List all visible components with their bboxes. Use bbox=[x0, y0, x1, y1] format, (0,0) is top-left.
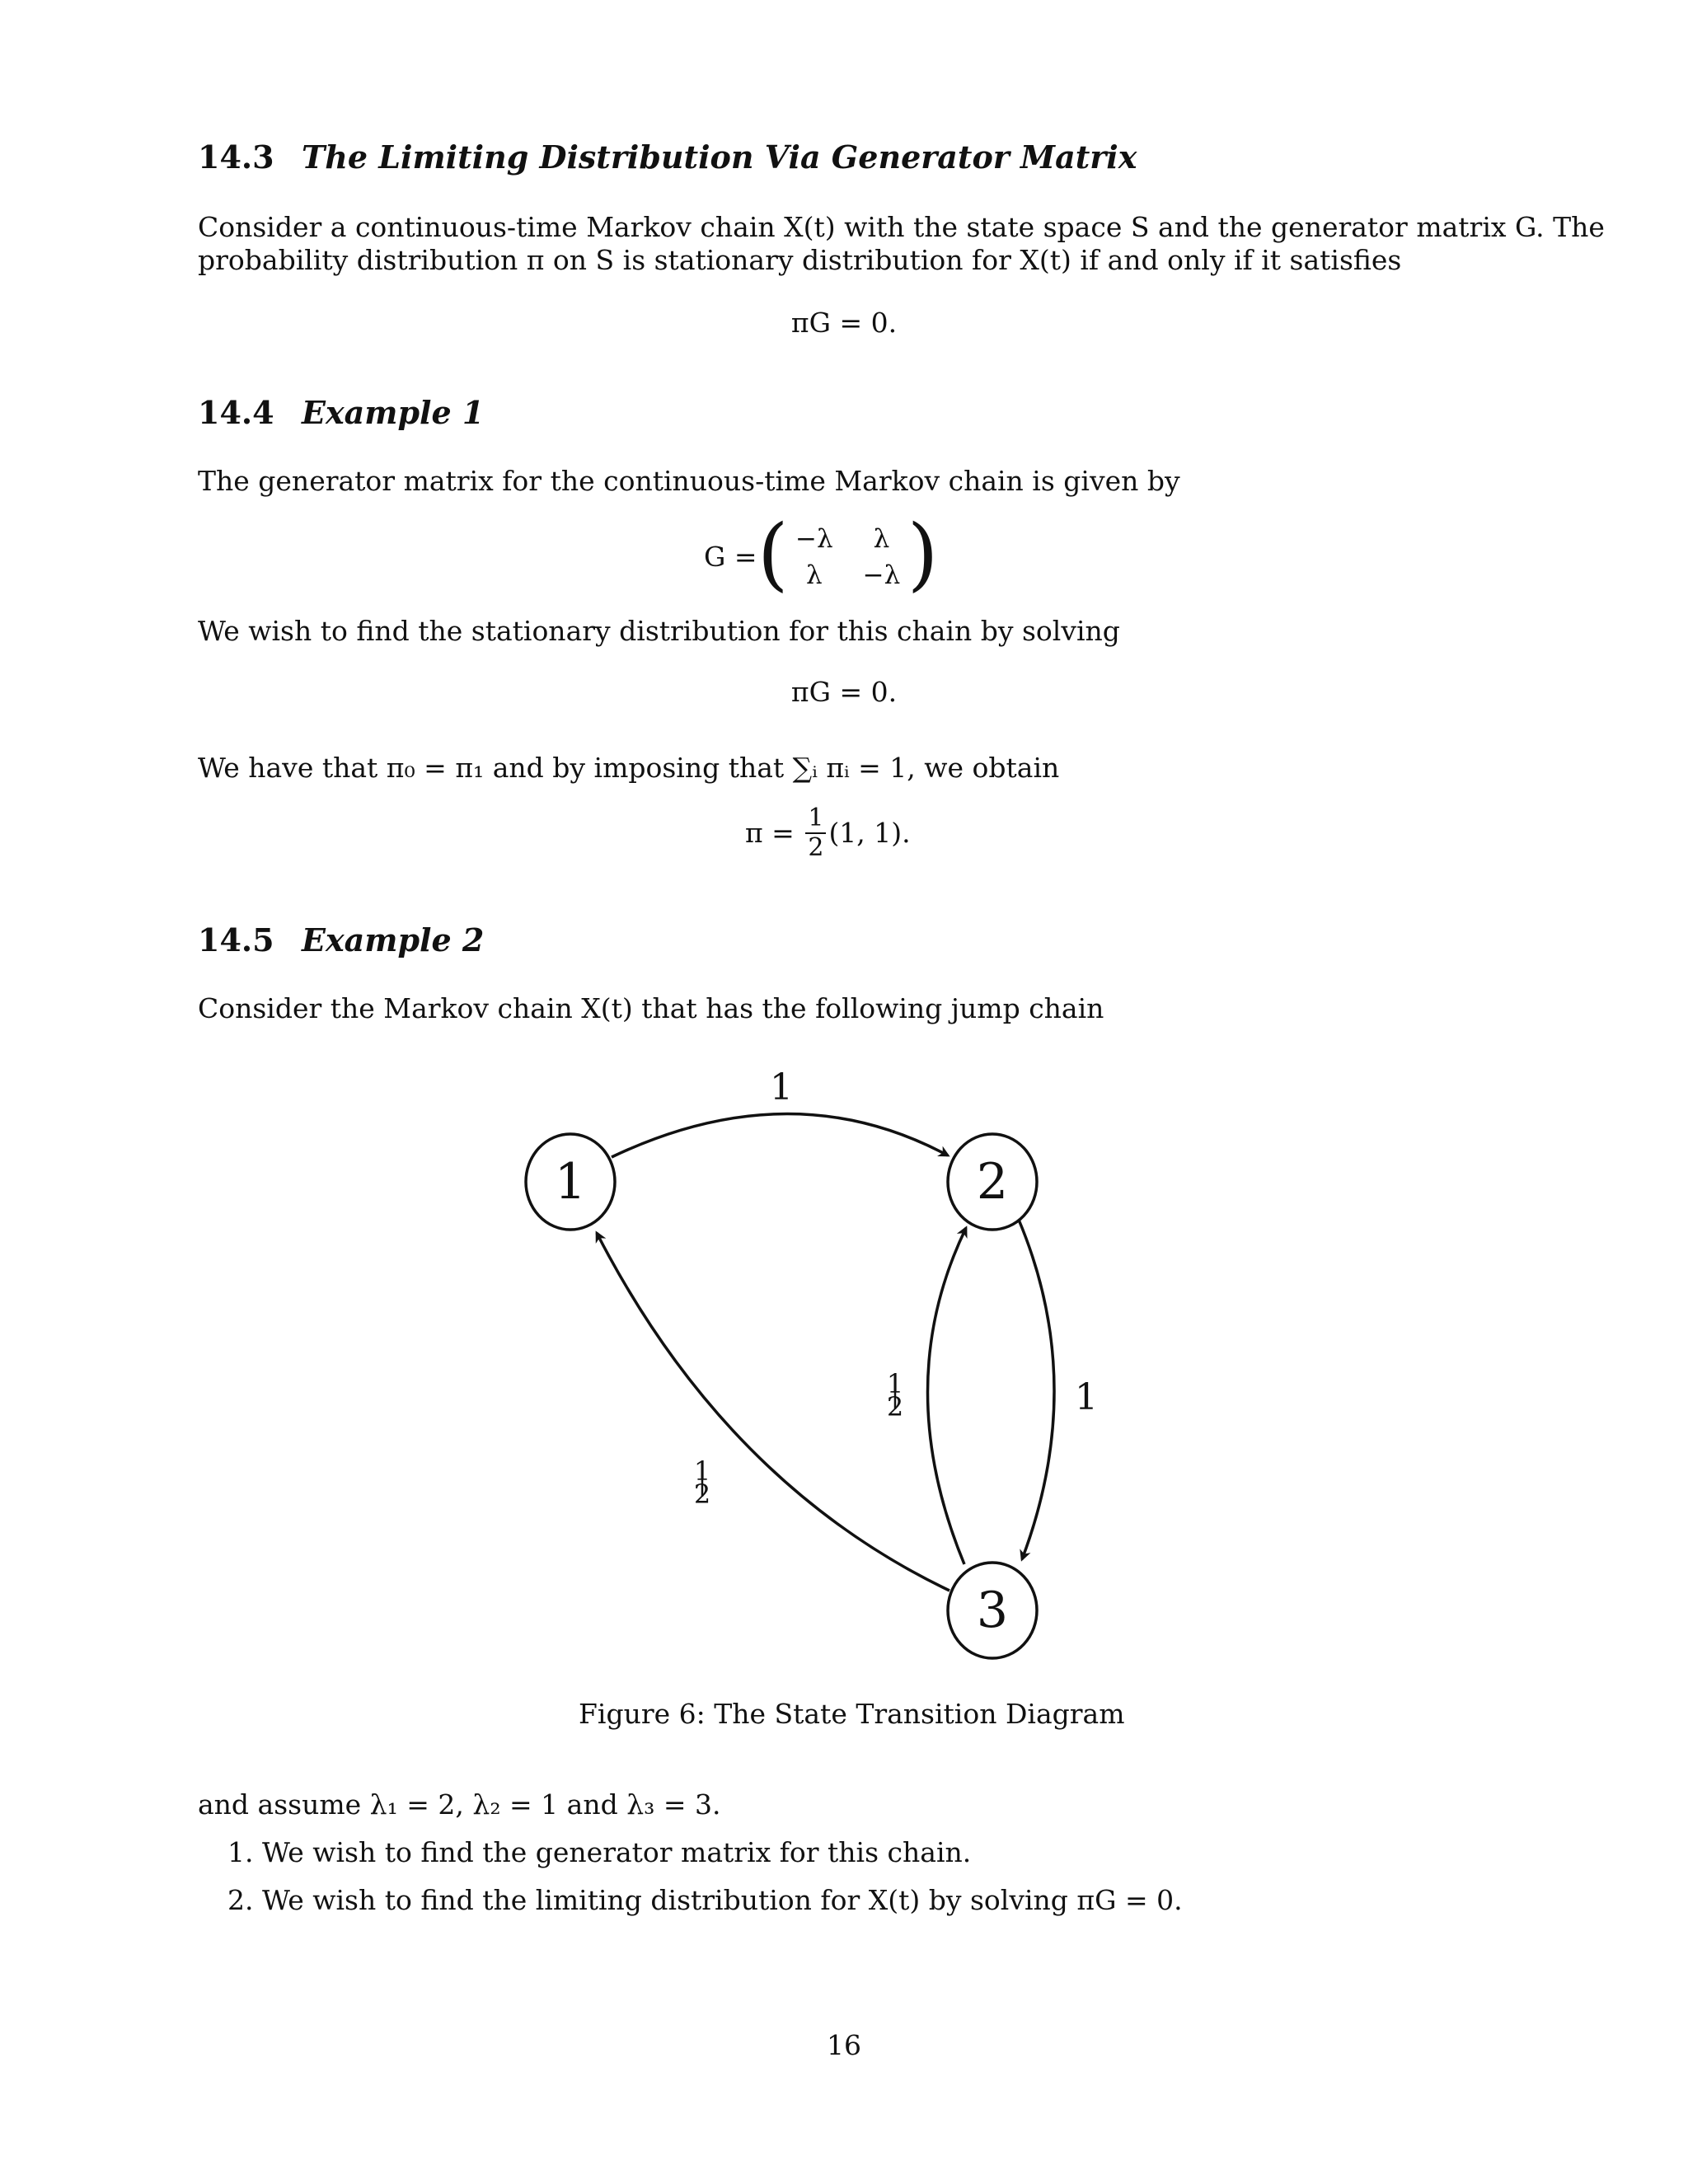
list-item bbox=[227, 1836, 971, 1869]
section-title: The Limiting Distribution Via Generator Matrix bbox=[302, 138, 1137, 176]
paragraph: Consider the Markov chain X(t) that has the following jump chain bbox=[198, 992, 1104, 1024]
edge-label-3-to-1 bbox=[694, 1455, 710, 1510]
section-number: 14.4 bbox=[198, 394, 274, 431]
result-lhs: π = bbox=[745, 817, 795, 849]
section-title: Example 2 bbox=[302, 921, 485, 958]
edge-2-to-3 bbox=[1019, 1220, 1054, 1559]
matrix-cell: λ bbox=[806, 560, 823, 590]
node-3 bbox=[948, 1563, 1037, 1658]
result-rhs: (1, 1). bbox=[828, 817, 911, 849]
edge-label-3-to-2 bbox=[887, 1368, 903, 1422]
node-2 bbox=[948, 1134, 1037, 1230]
figure-caption: Figure 6: The State Transition Diagram bbox=[579, 1698, 1125, 1730]
paragraph: and assume λ₁ = 2, λ₂ = 1 and λ₃ = 3. bbox=[198, 1788, 721, 1821]
list-marker: 1. bbox=[227, 1836, 254, 1868]
paragraph-line: Consider a continuous-time Markov chain X(t) with the state space S and the generator matrix G. The bbox=[198, 211, 1605, 243]
page-number: 16 bbox=[827, 2029, 861, 2061]
paragraph: We wish to find the stationary distribution for this chain by solving bbox=[198, 615, 1120, 647]
section-number: 14.5 bbox=[198, 921, 274, 958]
paragraph-line: probability distribution π on S is stationary distribution for X(t) if and only if it satisfies bbox=[198, 244, 1402, 276]
left-paren: ( bbox=[757, 508, 789, 600]
list-marker: 2. bbox=[227, 1884, 254, 1916]
equation: πG = 0. bbox=[790, 307, 898, 339]
paragraph: We have that π₀ = π₁ and by imposing that ∑ᵢ πᵢ = 1, we obtain bbox=[198, 752, 1060, 784]
fraction-numerator: 1 bbox=[805, 806, 826, 834]
edge-label-1-to-2: 1 bbox=[770, 1066, 793, 1108]
list-text: We wish to find the limiting distribution for X(t) by solving πG = 0. bbox=[262, 1884, 1183, 1916]
fraction-denominator: 2 bbox=[886, 1391, 904, 1422]
fraction-numerator: 1 bbox=[886, 1368, 904, 1399]
section-number: 14.3 bbox=[198, 138, 274, 176]
fraction-denominator: 2 bbox=[808, 833, 824, 862]
node-1 bbox=[526, 1134, 615, 1230]
section-title: Example 1 bbox=[302, 394, 485, 431]
fraction-denominator: 2 bbox=[693, 1479, 711, 1510]
fraction-numerator: 1 bbox=[693, 1455, 711, 1487]
matrix-cell: −λ bbox=[862, 560, 901, 590]
list-item bbox=[227, 1884, 1183, 1917]
edge-3-to-2 bbox=[927, 1228, 966, 1564]
list-text: We wish to find the generator matrix for this chain. bbox=[262, 1836, 972, 1868]
matrix-cell: λ bbox=[873, 524, 890, 554]
node-label: 3 bbox=[976, 1582, 1009, 1639]
matrix-cell: −λ bbox=[795, 524, 833, 554]
matrix-lhs: G = bbox=[704, 541, 757, 573]
node-label: 2 bbox=[976, 1153, 1009, 1211]
equation: πG = 0. bbox=[790, 676, 898, 708]
edge-label-2-to-3: 1 bbox=[1075, 1376, 1098, 1418]
right-paren: ) bbox=[907, 508, 939, 600]
paragraph: The generator matrix for the continuous-time Markov chain is given by bbox=[198, 465, 1180, 497]
edge-1-to-2 bbox=[612, 1113, 948, 1157]
node-label: 1 bbox=[554, 1153, 587, 1211]
